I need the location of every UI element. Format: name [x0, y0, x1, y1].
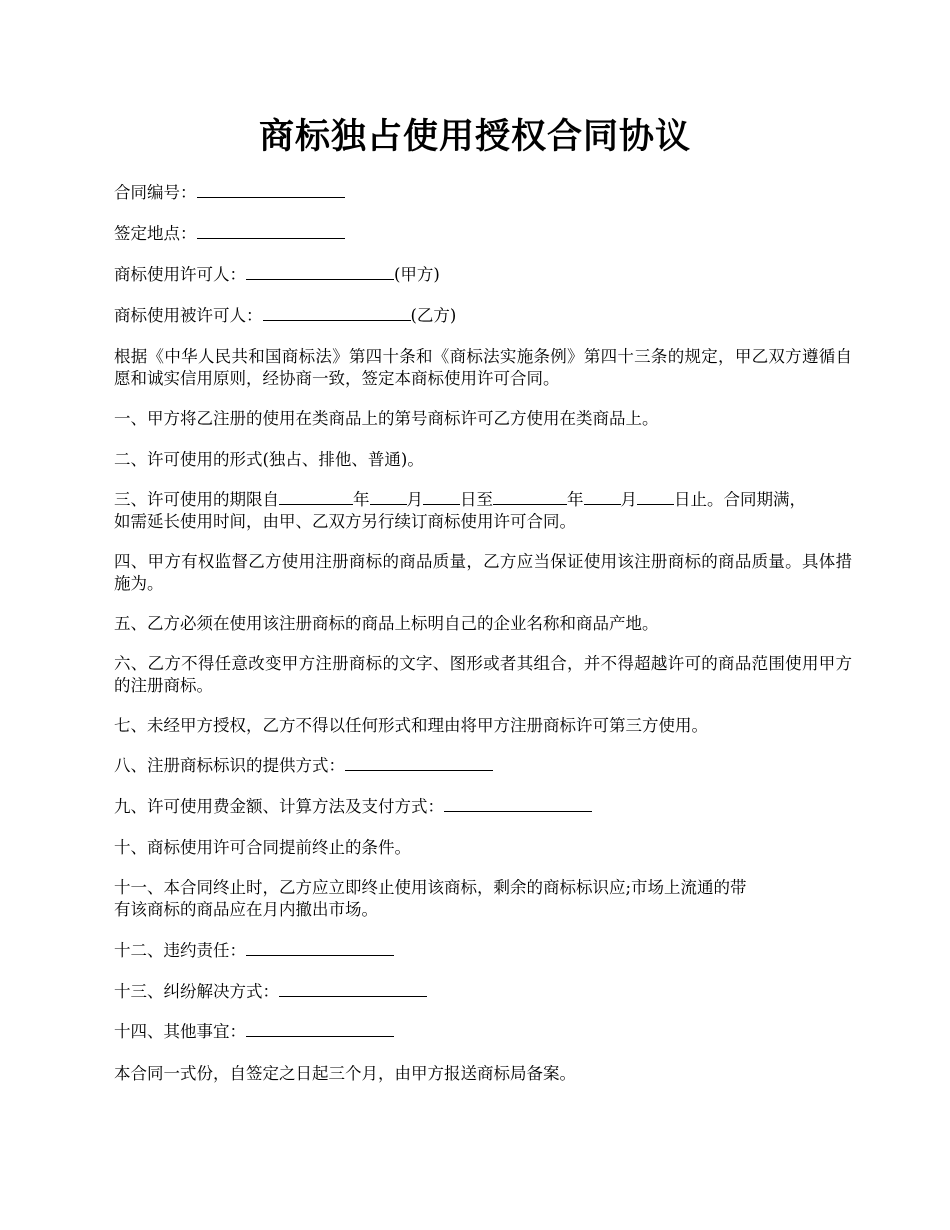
- clause-3-prefix: 三、许可使用的期限自: [114, 490, 279, 509]
- closing-statement: 本合同一式份，自签定之日起三个月，由甲方报送商标局备案。: [114, 1064, 576, 1083]
- end-day-label: 日止。合同期满，: [674, 490, 806, 509]
- start-day-to-label: 日至: [460, 490, 493, 509]
- licensor-line: [114, 264, 854, 286]
- clause-11-line-2: 有该商标的商品应在月内撤出市场。: [114, 900, 378, 919]
- clause-8: 八、注册商标标识的提供方式：: [114, 756, 345, 775]
- clause-9-blank[interactable]: [444, 796, 592, 812]
- licensee-label: 商标使用被许可人：: [114, 306, 263, 325]
- clause-12-line: [114, 940, 854, 962]
- start-year-label: 年: [353, 490, 370, 509]
- end-year-blank[interactable]: [493, 489, 567, 505]
- clause-13: 十三、纠纷解决方式：: [114, 982, 279, 1001]
- clause-5: 五、乙方必须在使用该注册商标的商品上标明自己的企业名称和商品产地。: [114, 614, 659, 633]
- licensor-label: 商标使用许可人：: [114, 265, 246, 284]
- licensee-blank[interactable]: [263, 305, 411, 321]
- start-month-label: 月: [406, 490, 423, 509]
- licensee-line: [114, 305, 854, 327]
- end-month-blank[interactable]: [584, 489, 621, 505]
- clause-12-blank[interactable]: [246, 940, 394, 956]
- contract-number-line: [114, 182, 854, 204]
- clause-10: 十、商标使用许可合同提前终止的条件。: [114, 838, 411, 857]
- end-day-blank[interactable]: [637, 489, 674, 505]
- start-day-blank[interactable]: [423, 489, 460, 505]
- clause-3: [114, 489, 852, 533]
- clause-8-line: [114, 755, 854, 777]
- sign-place-label: 签定地点：: [114, 224, 197, 243]
- clause-1: 一、甲方将乙注册的使用在类商品上的第号商标许可乙方使用在类商品上。: [114, 409, 659, 428]
- sign-place-blank[interactable]: [197, 223, 345, 239]
- clause-14-line: [114, 1021, 854, 1043]
- start-month-blank[interactable]: [370, 489, 407, 505]
- document-title: 商标独占使用授权合同协议: [258, 116, 691, 157]
- licensor-blank[interactable]: [246, 264, 394, 280]
- clause-14-blank[interactable]: [246, 1021, 394, 1037]
- clause-14: 十四、其他事宜：: [114, 1022, 246, 1041]
- licensor-suffix: (甲方): [394, 265, 440, 284]
- preamble-paragraph: 根据《中华人民共和国商标法》第四十条和《商标法实施条例》第四十三条的规定，甲乙双方遵循自愿和诚实信用原则，经协商一致，签定本商标使用许可合同。: [114, 347, 852, 388]
- clause-3-continuation: 如需延长使用时间，由甲、乙双方另行续订商标使用许可合同。: [114, 512, 576, 531]
- clause-11-line-1: 十一、本合同终止时，乙方应立即终止使用该商标，剩余的商标标识应;市场上流通的带: [114, 878, 747, 897]
- clause-6: 六、乙方不得任意改变甲方注册商标的文字、图形或者其组合，并不得超越许可的商品范围使用甲方的注册商标。: [114, 654, 852, 695]
- clause-4: 四、甲方有权监督乙方使用注册商标的商品质量，乙方应当保证使用该注册商标的商品质量。具体措施为。: [114, 552, 852, 593]
- clause-7: 七、未经甲方授权，乙方不得以任何形式和理由将甲方注册商标许可第三方使用。: [114, 716, 708, 735]
- end-year-label: 年: [567, 490, 584, 509]
- clause-3-first-line: [114, 489, 852, 511]
- clause-8-blank[interactable]: [345, 755, 493, 771]
- contract-number-label: 合同编号：: [114, 183, 197, 202]
- clause-13-blank[interactable]: [279, 981, 427, 997]
- clause-11: [114, 877, 852, 921]
- clause-9-line: [114, 796, 854, 818]
- clause-9: 九、许可使用费金额、计算方法及支付方式：: [114, 797, 444, 816]
- licensee-suffix: (乙方): [410, 306, 457, 325]
- end-month-label: 月: [620, 490, 637, 509]
- clause-12: 十二、违约责任：: [114, 941, 246, 960]
- contract-number-blank[interactable]: [197, 182, 345, 198]
- clause-2: 二、许可使用的形式(独占、排他、普通)。: [114, 450, 424, 469]
- start-year-blank[interactable]: [279, 489, 353, 505]
- clause-13-line: [114, 981, 854, 1003]
- sign-place-line: [114, 223, 854, 245]
